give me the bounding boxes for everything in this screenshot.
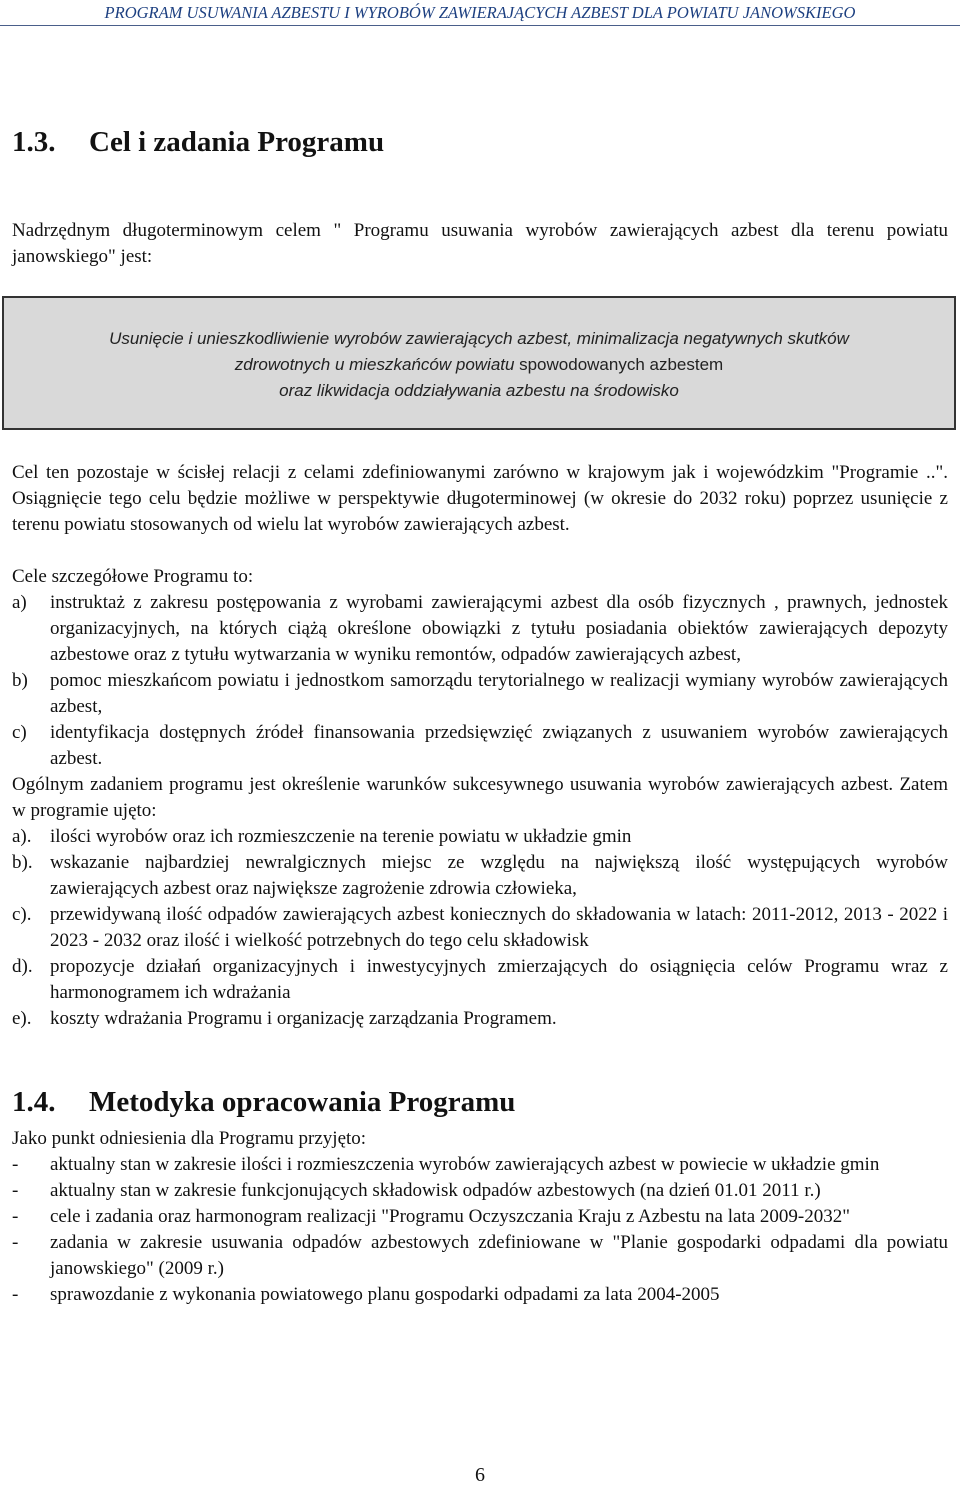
goal-line-2-italic: zdrowotnych u mieszkańców powiatu <box>234 355 515 374</box>
list-item <box>12 1006 948 1032</box>
list-item-text: cele i zadania oraz harmonogram realizacji "Programu Oczyszczania Kraju z Azbestu na lata 2009-2032" <box>50 1206 850 1227</box>
list-item <box>12 1204 948 1230</box>
relation-paragraph: Cel ten pozostaje w ścisłej relacji z celami zdefiniowanymi zarówno w krajowym jak i wojewódzkim "Programie ..". Osiągnięcie tego celu będzie możliwe w perspektywie długoterminowej (w okresie do 2032 roku) poprzez usunięcie z terenu powiatu stosowanych od wielu lat wyrobów zawierających azbest. <box>12 462 948 535</box>
list-item-text: identyfikacja dostępnych źródeł finansowania przedsięwzięć związanych z usuwaniem wyrobów zawierających azbest. <box>50 722 948 769</box>
section-number: 1.4. <box>12 1086 56 1118</box>
list-item-label: a). <box>12 826 32 847</box>
list-item <box>12 1178 948 1204</box>
list-item-label: e). <box>12 1008 32 1029</box>
list-item-text: instruktaż z zakresu postępowania z wyrobami zawierającymi azbest dla osób fizycznych , prawnych, jednostek organizacyjnych, na których ciążą określone obowiązki z tytułu posiadania obiektów zawierających depozyty azbestowe oraz z tytułu wytwarzania w wyniku remontów, odpadów zawierających azbest, <box>50 592 948 665</box>
list-item-label: a) <box>12 592 27 613</box>
general-task-paragraph: Ogólnym zadaniem programu jest określenie warunków sukcesywnego usuwania wyrobów zawierających azbest. Zatem w programie ujęto: <box>12 774 948 821</box>
list-item-label: d). <box>12 956 33 977</box>
list-item-text: koszty wdrażania Programu i organizację zarządzania Programem. <box>50 1008 557 1029</box>
header-rule <box>0 25 960 26</box>
list-item-label: - <box>12 1154 19 1175</box>
list-item <box>12 902 948 954</box>
section-title: Cel i zadania Programu <box>89 126 385 158</box>
specific-goals-section <box>12 564 948 1032</box>
intro-paragraph: Nadrzędnym długoterminowym celem " Programu usuwania wyrobów zawierających azbest dla terenu powiatu janowskiego" jest: <box>12 220 948 267</box>
list-item <box>12 720 948 772</box>
goal-line-2-regular: spowodowanych azbestem <box>519 355 724 374</box>
list-item-text: aktualny stan w zakresie ilości i rozmieszczenia wyrobów zawierających azbest w powiecie w układzie gmin <box>50 1154 880 1175</box>
list-item-label: b) <box>12 670 28 691</box>
list-item <box>12 1152 948 1178</box>
section-heading-1-4 <box>12 1086 515 1119</box>
specific-goals-intro: Cele szczegółowe Programu to: <box>12 566 254 587</box>
list-item-text: propozycje działań organizacyjnych i inwestycyjnych zmierzających do osiągnięcia celów Programu wraz z harmonogramem ich wdrażania <box>50 956 948 1003</box>
methodology-section <box>12 1126 948 1308</box>
list-item <box>12 1230 948 1282</box>
list-item-text: aktualny stan w zakresie funkcjonujących składowisk odpadów azbestowych (na dzień 01.01 2011 r.) <box>50 1180 821 1201</box>
section-number: 1.3. <box>12 126 56 158</box>
list-item-label: - <box>12 1180 19 1201</box>
section-title: Metodyka opracowania Programu <box>89 1086 516 1118</box>
section-heading-1-3 <box>12 126 384 159</box>
methodology-intro: Jako punkt odniesienia dla Programu przyjęto: <box>12 1128 367 1149</box>
list-item-label: - <box>12 1284 19 1305</box>
list-item <box>12 954 948 1006</box>
goal-line-1: Usunięcie i unieszkodliwienie wyrobów zawierających azbest, minimalizacja negatywnych skutków <box>109 329 849 348</box>
goal-box <box>2 296 956 430</box>
list-item-label: - <box>12 1232 19 1253</box>
list-item <box>12 668 948 720</box>
list-item-text: zadania w zakresie usuwania odpadów azbestowych zdefiniowane w "Planie gospodarki odpadami dla powiatu janowskiego" (2009 r.) <box>50 1232 948 1279</box>
list-item-text: przewidywaną ilość odpadów zawierających azbest koniecznych do składowania w latach: 2011-2012, 2013 - 2022 i 2023 - 2032 oraz ilość i wielkość potrzebnych do tego celu składowisk <box>50 904 948 951</box>
list-item-label: c) <box>12 722 27 743</box>
goal-line-3: oraz likwidacja oddziaływania azbestu na środowisko <box>279 381 679 400</box>
list-item-text: ilości wyrobów oraz ich rozmieszczenie na terenie powiatu w układzie gmin <box>50 826 632 847</box>
goal-line-2 <box>4 352 954 378</box>
list-item-text: pomoc mieszkańcom powiatu i jednostkom samorządu terytorialnego w realizacji wymiany wyrobów zawierających azbest, <box>50 670 948 717</box>
list-item <box>12 824 948 850</box>
list-item <box>12 1282 948 1308</box>
running-header: PROGRAM USUWANIA AZBESTU I WYROBÓW ZAWIERAJĄCYCH AZBEST DLA POWIATU JANOWSKIEGO <box>104 3 856 22</box>
list-item-label: - <box>12 1206 19 1227</box>
list-item <box>12 850 948 902</box>
list-item-label: c). <box>12 904 32 925</box>
list-item-text: sprawozdanie z wykonania powiatowego planu gospodarki odpadami za lata 2004-2005 <box>50 1284 720 1305</box>
list-item-text: wskazanie najbardziej newralgicznych miejsc ze względu na największą ilość występujących wyrobów zawierających azbest oraz największe zagrożenie zdrowia człowieka, <box>50 852 948 899</box>
page-number: 6 <box>475 1464 485 1486</box>
list-item <box>12 590 948 668</box>
list-item-label: b). <box>12 852 33 873</box>
